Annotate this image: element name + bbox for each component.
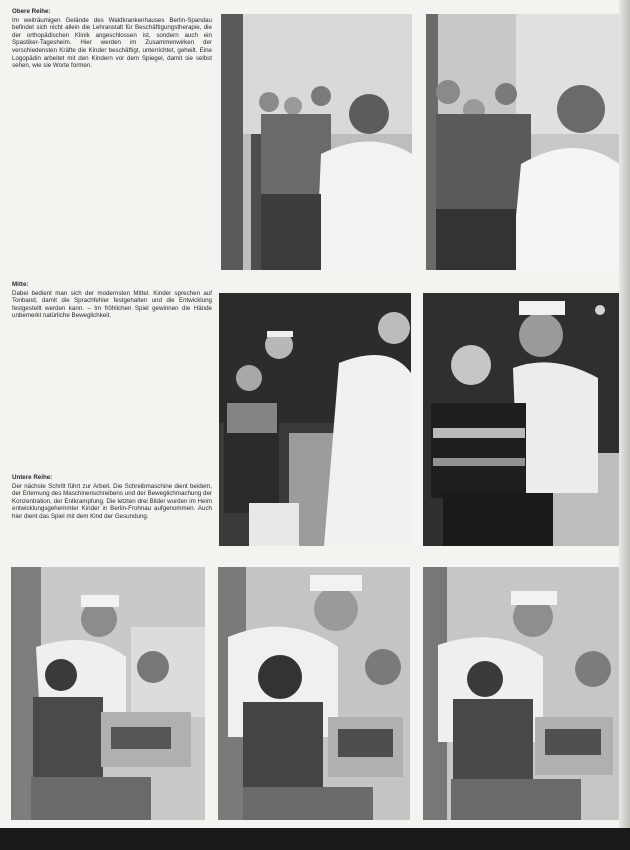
caption-body: Im weiträumigen Gelände des Waldkrankenhauses Berlin-Spandau befindet sich nicht allein die Lehranstalt für Beschäftigungstherapie, die der orthopädischen Klinik angeschlossen ist, sondern auch ein Spastiker-Tagesheim. Hier werden im Zusammenwirken der verschiedensten Kräfte die Kinder beschäftigt, unterrichtet, geheilt. Eine Logopädin arbeitet mit den Kindern vor dem Spiegel, damit sie selbst sehen, wie sie Worte formen. [12, 16, 212, 70]
caption-top-row [12, 8, 212, 70]
photo-logopedist-mirror-1 [221, 14, 412, 270]
photo-logopedist-mirror-2 [426, 14, 619, 270]
bottom-scan-border [0, 828, 630, 850]
caption-heading: Obere Reihe: [12, 8, 51, 15]
photo-typewriter-2 [218, 567, 410, 820]
photo-child-laughing [423, 293, 619, 546]
photo-typewriter-1 [11, 567, 205, 820]
caption-middle-row [12, 281, 212, 320]
caption-body: Der nächste Schritt führt zur Arbeit. Die Schreibmaschine dient beidem, der Erlernung des Maschinenschreibens und der Beweglichmachung der Konzentration, der Entkrampfung. Die letzten drei Bilder wurden im Heim entwicklungsgehemmter Kinder in Berlin-Frohnau aufgenommen. Auch hier dient das Spiel mit dem Kind der Gesundung. [12, 482, 212, 520]
caption-heading: Untere Reihe: [12, 474, 53, 481]
caption-body: Dabei bedient man sich der modernsten Mittel. Kinder sprechen auf Tonband, damit die Sprachfehler festgehalten und die Entwicklung festgestellt werden kann. – Im fröhlichen Spiel gewinnen die Hände unbemerkt natürliche Beweglichkeit. [12, 289, 212, 320]
page-edge [619, 0, 630, 828]
photo-tape-recorder [219, 293, 411, 546]
photo-typewriter-3 [423, 567, 619, 820]
caption-bottom-row [12, 474, 212, 521]
caption-heading: Mitte: [12, 281, 29, 288]
